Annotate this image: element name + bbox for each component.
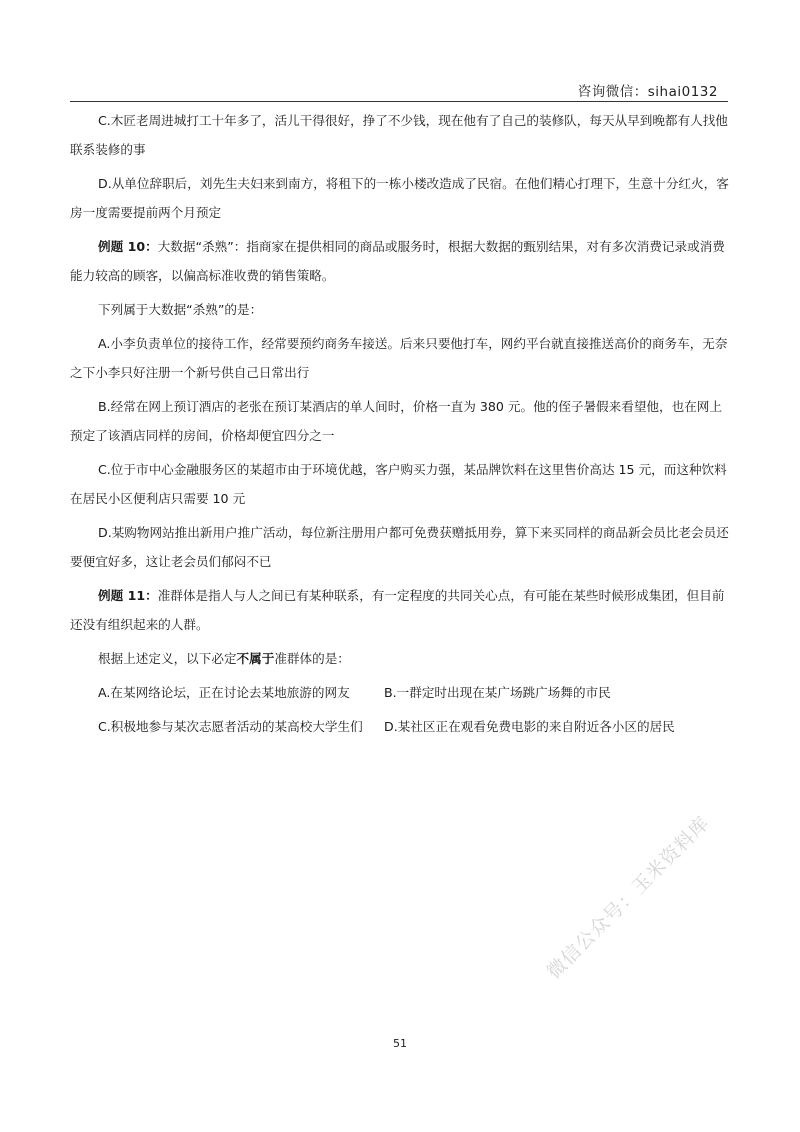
example-11-definition <box>70 581 730 639</box>
header-contact: 咨询微信：sihai0132 <box>577 84 718 100</box>
example-10-definition <box>70 232 730 290</box>
option-c-previous: C.木匠老周进城打工十年多了，活儿干得很好，挣了不少钱，现在他有了自己的装修队，每天从早到晚都有人找他联系装修的事 <box>70 113 728 157</box>
option-d-previous: D.从单位辞职后，刘先生夫妇来到南方，将租下的一栋小楼改造成了民宿。在他们精心打理下，生意十分红火，客房一度需要提前两个月预定 <box>70 176 729 220</box>
header-rule <box>70 101 728 102</box>
example-10-option-a: A.小李负责单位的接待工作，经常要预约商务车接送。后来只要他打车，网约平台就直接推送高价的商务车，无奈之下小李只好注册一个新号供自己日常出行 <box>70 336 728 380</box>
example-11-options-row-2 <box>70 712 730 741</box>
example-11-option-a: A.在某网络论坛，正在讨论去某地旅游的网友 <box>98 685 350 700</box>
example-10-option-b: B.经常在网上预订酒店的老张在预订某酒店的单人间时，价格一直为 380 元。他的侄子暑假来看望他，也在网上预定了该酒店同样的房间，价格却便宜四分之一 <box>70 399 722 443</box>
example-11-question-post: 准群体的是： <box>274 651 350 666</box>
example-10-option-d: D.某购物网站推出新用户推广活动，每位新注册用户都可免费获赠抵用券，算下来买同样的商品新会员比老会员还要便宜好多，这让老会员们郁闷不已 <box>70 525 729 569</box>
example-11-label: 例题 11： <box>98 588 158 603</box>
example-10-question: 下列属于大数据“杀熟”的是： <box>98 302 263 317</box>
example-11-text: 准群体是指人与人之间已有某种联系，有一定程度的共同关心点，有可能在某些时候形成集团，但目前还没有组织起来的人群。 <box>70 588 725 632</box>
example-10-option-c: C.位于市中心金融服务区的某超市由于环境优越，客户购买力强，某品牌饮料在这里售价高达 15 元，而这种饮料在居民小区便利店只需要 10 元 <box>70 462 727 506</box>
example-11-option-c: C.积极地参与某次志愿者活动的某高校大学生们 <box>98 719 363 734</box>
page-number: 51 <box>393 1037 407 1050</box>
example-11-options-row-1 <box>70 678 730 707</box>
example-11-option-d: D.某社区正在观看免费电影的来自附近各小区的居民 <box>384 719 675 734</box>
watermark: 微信公众号：玉米资料库 <box>542 812 714 984</box>
example-11-option-b: B.一群定时出现在某广场跳广场舞的市民 <box>384 685 611 700</box>
example-11-question <box>70 644 730 673</box>
example-11-question-pre: 根据上述定义，以下必定 <box>98 651 237 666</box>
example-11-question-bold: 不属于 <box>236 651 275 666</box>
example-10-text: 大数据“杀熟”：指商家在提供相同的商品或服务时，根据大数据的甄别结果，对有多次消费记录或消费能力较高的顾客，以偏高标准收费的销售策略。 <box>70 239 725 283</box>
page-content <box>70 106 730 741</box>
example-10-label: 例题 10： <box>98 239 158 254</box>
